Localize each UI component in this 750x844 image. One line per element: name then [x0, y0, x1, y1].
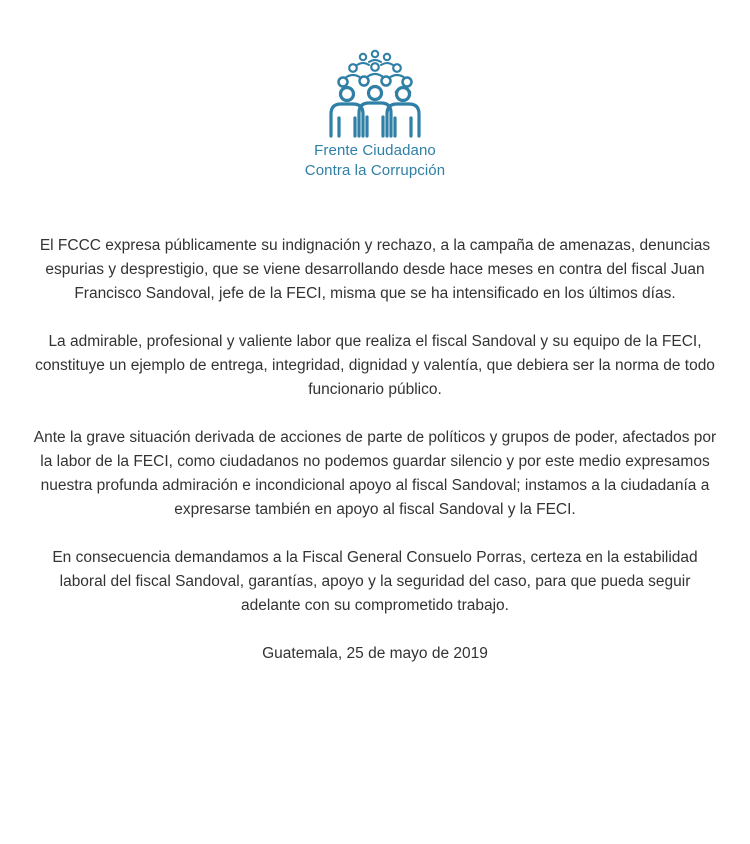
paragraph-2: La admirable, profesional y valiente labor que realiza el fiscal Sandoval y su equipo de la FECI, constituye un ejemplo de entrega, integridad, dignidad y valentía, que debiera ser la norma de todo funcionario público.	[35, 333, 715, 398]
organization-logo	[0, 48, 750, 180]
paragraph-3: Ante la grave situación derivada de acciones de parte de políticos y grupos de poder, afectados por la labor de la FECI, como ciudadanos no podemos guardar silencio y por este medio expresamos nuestra profunda admiración e incondicional apoyo al fiscal Sandoval; instamos a la ciudadanía a expresarse también en apoyo al fiscal Sandoval y la FECI.	[33, 429, 717, 518]
paragraph-4: En consecuencia demandamos a la Fiscal General Consuelo Porras, certeza en la estabilidad laboral del fiscal Sandoval, garantías, apoyo y la seguridad del caso, para que pueda seguir adelante con su comprometido trabajo.	[52, 549, 698, 614]
dateline: Guatemala, 25 de mayo de 2019	[262, 645, 488, 662]
statement-body	[30, 234, 720, 690]
people-group-logo-icon	[323, 48, 427, 140]
paragraph-1: El FCCC expresa públicamente su indignación y rechazo, a la campaña de amenazas, denuncias espurias y desprestigio, que se viene desarrollando desde hace meses en contra del fiscal Juan Francisco Sandoval, jefe de la FECI, misma que se ha intensificado en los últimos días.	[39, 237, 711, 302]
logo-name-line2: Contra la Corrupción	[304, 162, 446, 179]
logo-name-line1: Frente Ciudadano	[314, 142, 436, 159]
